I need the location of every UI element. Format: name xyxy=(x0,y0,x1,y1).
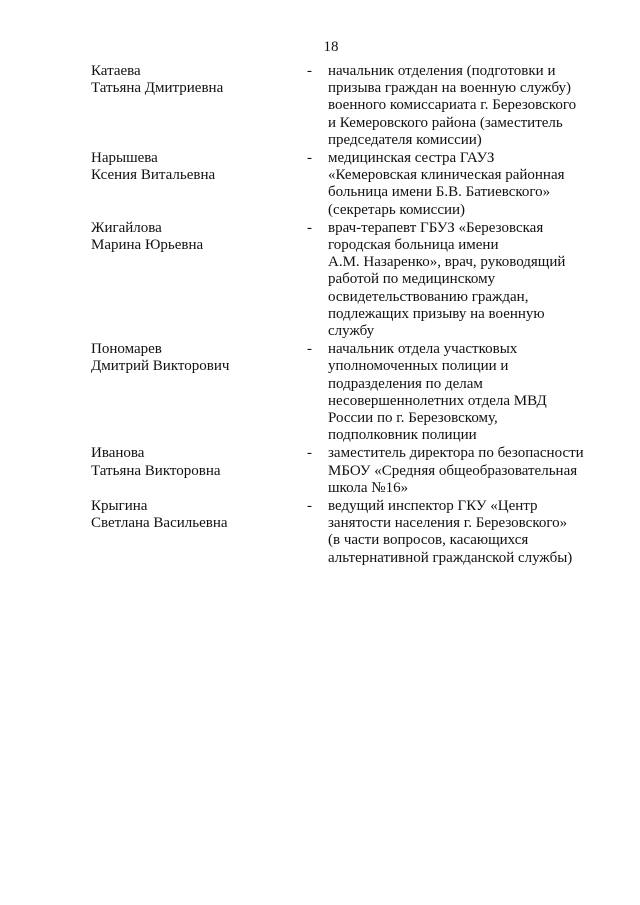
role-line: начальник отделения (подготовки и xyxy=(328,63,556,79)
role-line: ведущий инспектор ГКУ «Центр xyxy=(328,498,538,515)
member-given-names: Ксения Витальевна xyxy=(91,167,216,184)
member-name xyxy=(91,220,291,254)
dash-separator: - xyxy=(307,498,312,515)
role-line: занятости населения г. Березовского» xyxy=(328,515,568,532)
member-entry xyxy=(91,498,591,567)
member-surname: Нарышева xyxy=(91,150,158,167)
member-entry xyxy=(91,445,591,497)
role-line: «Кемеровская клиническая районная xyxy=(328,167,565,184)
member-entry xyxy=(91,220,591,340)
member-entry xyxy=(91,150,591,219)
dash-separator: - xyxy=(307,445,312,462)
role-line: МБОУ «Средняя общеобразовательная xyxy=(328,462,578,479)
role-line: службу xyxy=(328,323,375,340)
member-role xyxy=(328,63,591,149)
commission-member-list xyxy=(91,63,591,568)
dash-separator: - xyxy=(307,63,312,79)
role-line: А.М. Назаренко», врач, руководящий xyxy=(328,254,566,271)
member-role xyxy=(328,445,591,497)
member-surname: Катаева xyxy=(91,63,141,79)
dash-separator: - xyxy=(307,150,312,167)
member-given-names: Марина Юрьевна xyxy=(91,237,204,254)
role-line: альтернативной гражданской службы) xyxy=(328,549,573,566)
member-surname: Жигайлова xyxy=(91,219,162,236)
member-role xyxy=(328,150,591,219)
role-line: городская больница имени xyxy=(328,237,499,254)
member-role xyxy=(328,498,591,567)
role-line: и Кемеровского района (заместитель xyxy=(328,114,563,131)
role-line: подлежащих призыву на военную xyxy=(328,305,545,322)
role-line: России по г. Березовскому, xyxy=(328,410,498,427)
member-name xyxy=(91,63,291,97)
page-number: 18 xyxy=(323,39,339,55)
member-entry xyxy=(91,341,591,444)
member-name xyxy=(91,498,291,532)
role-line: школа №16» xyxy=(328,479,409,496)
member-entry xyxy=(91,63,591,149)
role-line: освидетельствованию граждан, xyxy=(328,288,529,305)
member-surname: Крыгина xyxy=(91,498,148,515)
role-line: военного комиссариата г. Березовского xyxy=(328,97,577,114)
role-line: подразделения по делам xyxy=(328,375,483,392)
member-surname: Пономарев xyxy=(91,341,162,358)
role-line: врач-терапевт ГБУЗ «Березовская xyxy=(328,219,544,236)
member-name xyxy=(91,341,291,375)
member-given-names: Татьяна Викторовна xyxy=(91,462,221,479)
dash-separator: - xyxy=(307,219,312,236)
member-given-names: Татьяна Дмитриевна xyxy=(91,80,224,97)
role-line: уполномоченных полиции и xyxy=(328,358,509,375)
member-name xyxy=(91,445,291,479)
role-line: подполковник полиции xyxy=(328,427,477,444)
role-line: призыва граждан на военную службу) xyxy=(328,80,572,97)
role-line: медицинская сестра ГАУЗ xyxy=(328,150,495,167)
role-line: несовершеннолетних отдела МВД xyxy=(328,392,547,409)
role-line: заместитель директора по безопасности xyxy=(328,445,584,462)
role-line: председателя комиссии) xyxy=(328,131,482,148)
role-line: (секретарь комиссии) xyxy=(328,201,466,218)
role-line: начальник отдела участковых xyxy=(328,341,518,358)
member-role xyxy=(328,341,591,444)
role-line: (в части вопросов, касающихся xyxy=(328,532,529,549)
member-name xyxy=(91,150,291,184)
member-surname: Иванова xyxy=(91,445,145,462)
member-given-names: Светлана Васильевна xyxy=(91,515,228,532)
role-line: больница имени Б.В. Батиевского» xyxy=(328,184,551,201)
member-given-names: Дмитрий Викторович xyxy=(91,358,230,375)
member-role xyxy=(328,220,591,340)
dash-separator: - xyxy=(307,341,312,358)
role-line: работой по медицинскому xyxy=(328,271,496,288)
